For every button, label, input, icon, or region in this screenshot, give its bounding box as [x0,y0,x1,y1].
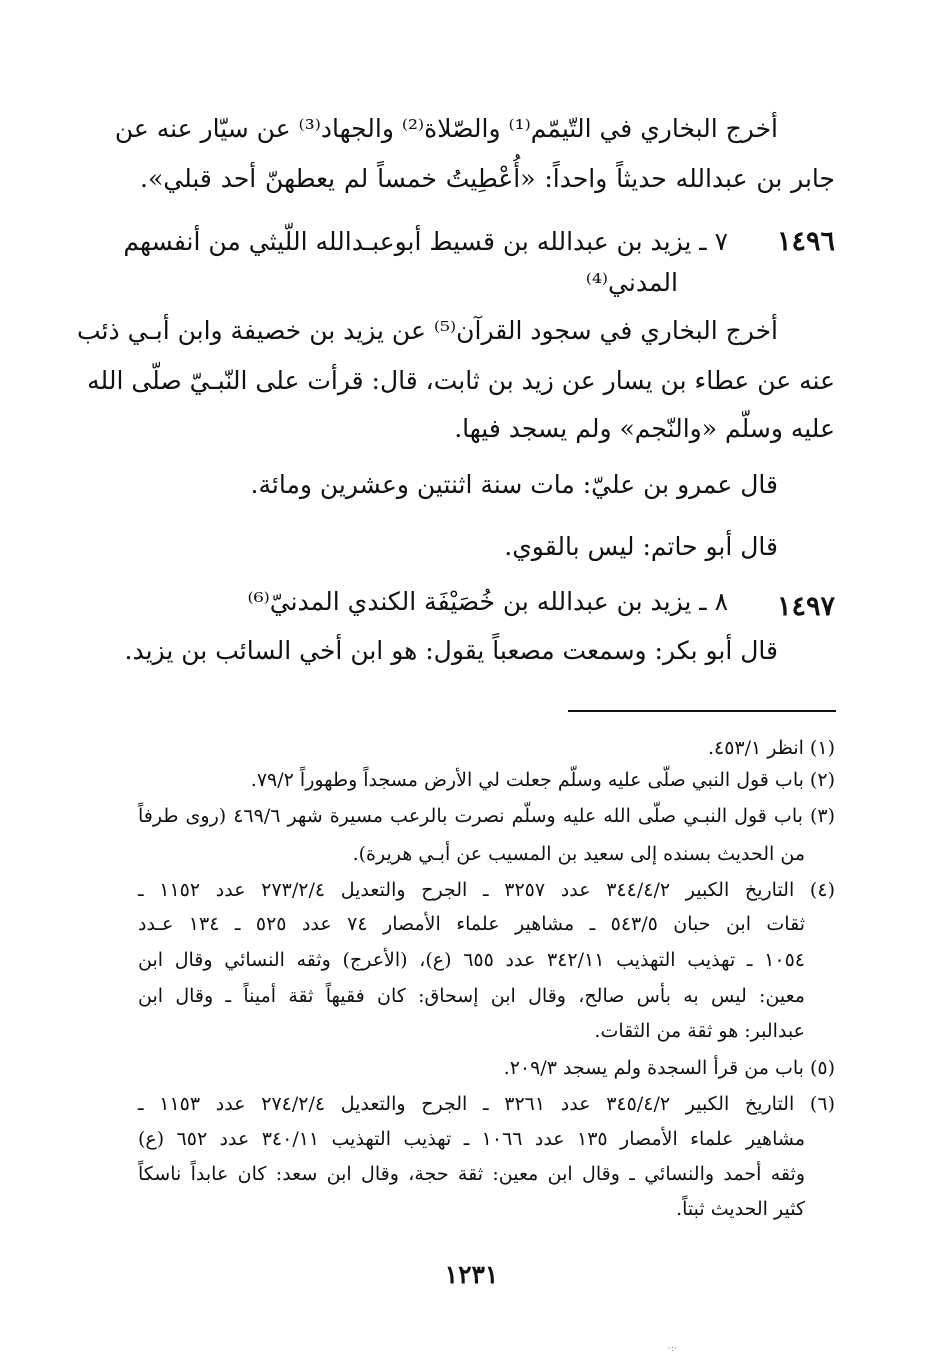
quote-abu-bakr: قال أبو بكر: وسمعت مصعباً يقول: هو ابن أخي السائب بن يزيد. [124,636,778,665]
paragraph-1-line-2: جابر بن عبدالله حديثاً واحداً: «أُعْطِيتُ خمساً لم يعطهنّ أحد قبلي». [140,164,835,193]
paragraph-2-line-1: أخرج البخاري في سجود القرآن⁽⁵⁾ عن يزيد بن خصيفة وابن أبـي ذئب [76,316,778,345]
footnote-1: (١) انظر ٤٥٣/١. [707,737,835,759]
footnote-4-line-3: ١٠٥٤ ـ تهذيب التهذيب ٣٤٢/١١ عدد ٦٥٥ (ع)، (الأعرج) وثقه النسائي وقال ابن [138,949,805,971]
page-number: ١٢٣١ [444,1260,499,1289]
footnote-4-line-5: عبدالبر: هو ثقة من الثقات. [594,1020,805,1042]
entry-title-1497: ٨ ـ يزيد بن عبدالله بن خُصَيْفَة الكندي المدنيّ⁽⁶⁾ [247,587,728,616]
footnote-3-line-2: من الحديث بسنده إلى سعيد بن المسيب عن أبـي هريرة). [352,843,805,865]
footnote-4-line-1: (٤) التاريخ الكبير ٣٤٤/٤/٢ عدد ٣٢٥٧ ـ الجرح والتعديل ٢٧٣/٢/٤ عدد ١١٥٢ ـ [138,879,835,901]
footnote-separator [568,710,836,712]
entry-title-1496-line-2: المدني⁽⁴⁾ [585,268,678,297]
paragraph-1-line-1: أخرج البخاري في التّيمّم⁽¹⁾ والصّلاة⁽²⁾ والجهاد⁽³⁾ عن سيّار عنه عن [114,114,778,143]
quote-amr-ibn-ali: قال عمرو بن عليّ: مات سنة اثنتين وعشرين ومائة. [250,470,778,499]
footnote-4-line-4: معين: ليس به بأس صالح، وقال ابن إسحاق: كان فقيهاً ثقة أميناً ـ وقال ابن [138,985,805,1007]
paragraph-2-line-2: عنه عن عطاء بن يسار عن زيد بن ثابت، قال: قرأت على النّبـيّ صلّى الله [87,366,835,395]
footnote-6-line-3: وثقه أحمد والنسائي ـ وقال ابن معين: ثقة حجة، وقال ابن سعد: كان عابداً ناسكاً [138,1163,805,1185]
footnote-2: (٢) باب قول النبي صلّى عليه وسلّم جعلت لي الأرض مسجداً وطهوراً ٧٩/٢. [250,769,835,791]
footnote-5: (٥) باب من قرأ السجدة ولم يسجد ٢٠٩/٣. [503,1057,835,1079]
scan-speck-decoration: ·:· [668,1344,677,1354]
footnote-6-line-4: كثير الحديث ثبتاً. [676,1198,805,1220]
entry-title-1496-line-1: ٧ ـ يزيد بن عبدالله بن قسيط أبوعبـدالله اللّيثي من أنفسهم [123,227,728,256]
quote-abu-hatim: قال أبو حاتم: ليس بالقوي. [504,532,778,561]
footnote-6-line-2: مشاهير علماء الأمصار ١٣٥ عدد ١٠٦٦ ـ تهذيب التهذيب ٣٤٠/١١ عدد ٦٥٢ (ع) [138,1128,805,1150]
entry-number-1497: ١٤٩٧ [776,591,835,622]
paragraph-2-line-3: عليه وسلّم «والنّجم» ولم يسجد فيها. [454,414,835,443]
footnote-3-line-1: (٣) باب قول النبـي صلّى الله عليه وسلّم نصرت بالرعب مسيرة شهر ٤٦٩/٦ (روى طرفاً [138,805,835,827]
entry-number-1496: ١٤٩٦ [776,226,835,257]
footnote-4-line-2: ثقات ابن حبان ٥٤٣/٥ ـ مشاهير علماء الأمصار ٧٤ عدد ٥٢٥ ـ ١٣٤ عـدد [138,913,806,935]
footnote-6-line-1: (٦) التاريخ الكبير ٣٤٥/٤/٢ عدد ٣٢٦١ ـ الجرح والتعديل ٢٧٤/٢/٤ عدد ١١٥٣ ـ [138,1093,835,1115]
